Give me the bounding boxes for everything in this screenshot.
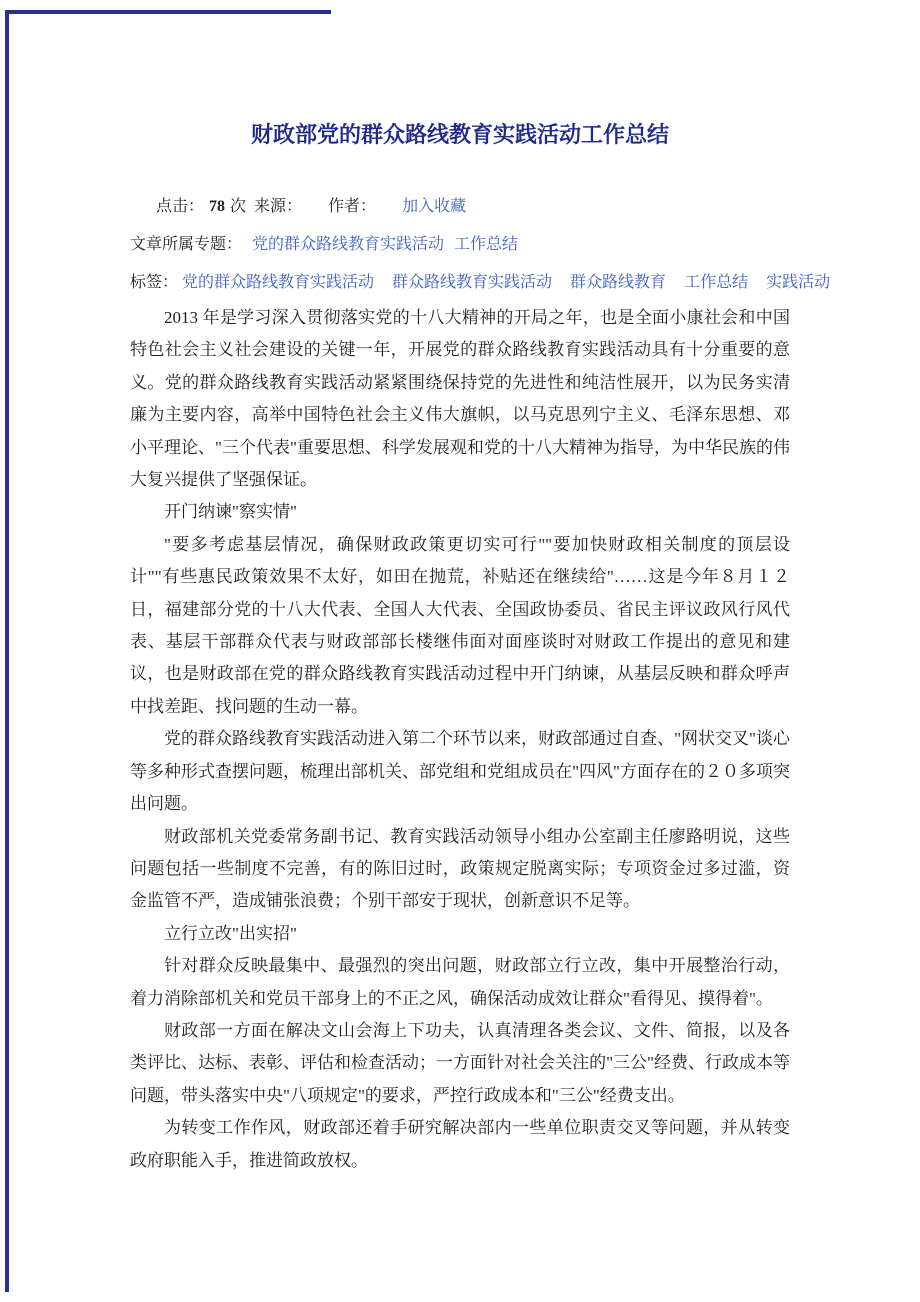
add-favorite-link[interactable]: 加入收藏 <box>402 198 467 215</box>
paragraph: 立行立改"出实招" <box>164 923 297 943</box>
meta-stats-line <box>130 188 790 226</box>
source-label: 来源： <box>254 198 303 215</box>
page-content <box>0 118 920 1177</box>
clicks-unit: 次 <box>230 198 247 215</box>
paragraph: "要多考虑基层情况，确保财政政策更切实可行""要加快财政相关制度的顶层设计""有些惠民政策效果不太好，如田在抛荒，补贴还在继续给"……这是今年８月１２日，福建部分党的十八大代表、全国人大代表、全国政协委员、省民主评议政风行风代表、基层干部群众代表与财政部部长楼继伟面对面座谈时对财政工作提出的意见和建议，也是财政部在党的群众路线教育实践活动过程中开门纳谏，从基层反映和群众呼声中找差距、找问题的生动一幕。 <box>130 534 790 716</box>
paragraph: 为转变工作作风，财政部还着手研究解决部内一些单位职责交叉等问题，并从转变政府职能入手，推进简政放权。 <box>130 1118 790 1170</box>
tags-label: 标签： <box>130 274 179 291</box>
topic-label: 文章所属专题： <box>130 236 243 253</box>
tag-link[interactable]: 群众路线教育实践活动 <box>392 274 553 291</box>
tag-links <box>178 274 844 291</box>
paragraph: 财政部一方面在解决文山会海上下功夫，认真清理各类会议、文件、简报，以及各类评比、达标、表彰、评估和检查活动；一方面针对社会关注的"三公"经费、行政成本等问题，带头落实中央"八项规定"的要求，严控行政成本和"三公"经费支出。 <box>130 1020 790 1105</box>
author-label: 作者： <box>328 198 377 215</box>
meta-topic-line <box>130 226 790 264</box>
tag-link[interactable]: 群众路线教育 <box>570 274 667 291</box>
paragraph: 党的群众路线教育实践活动进入第二个环节以来，财政部通过自查、"网状交叉"谈心等多种形式查摆问题，梳理出部机关、部党组和党组成员在"四风"方面存在的２０多项突出问题。 <box>130 729 790 814</box>
topic-links <box>242 236 518 253</box>
clicks-label: 点击： <box>156 198 205 215</box>
meta-tags-line <box>130 264 831 302</box>
paragraph: 针对群众反映最集中、最强烈的突出问题，财政部立行立改，集中开展整治行动，着力消除部机关和党员干部身上的不正之风，确保活动成效让群众"看得见、摸得着"。 <box>130 956 790 1008</box>
page-title: 财政部党的群众路线教育实践活动工作总结 <box>250 122 669 147</box>
clicks-count: 78 <box>209 198 226 215</box>
topic-link[interactable]: 党的群众路线教育实践活动 <box>252 236 445 253</box>
paragraph: 开门纳谏"察实情" <box>164 502 297 522</box>
paragraph: 财政部机关党委常务副书记、教育实践活动领导小组办公室副主任廖路明说，这些问题包括一些制度不完善，有的陈旧过时，政策规定脱离实际；专项资金过多过滥，资金监管不严，造成铺张浪费；个别干部安于现状，创新意识不足等。 <box>130 826 790 911</box>
paragraph: 2013 年是学习深入贯彻落实党的十八大精神的开局之年，也是全面小康社会和中国特色社会主义社会建设的关键一年，开展党的群众路线教育实践活动具有十分重要的意义。党的群众路线教育实践活动紧紧围绕保持党的先进性和纯洁性展开，以为民务实清廉为主要内容，高举中国特色社会主义伟大旗帜，以马克思列宁主义、毛泽东思想、邓小平理论、"三个代表"重要思想、科学发展观和党的十八大精神为指导，为中华民族的伟大复兴提供了坚强保证。 <box>130 308 790 490</box>
top-border-line <box>5 10 331 14</box>
tag-link[interactable]: 党的群众路线教育实践活动 <box>182 274 375 291</box>
article-body <box>130 302 790 1177</box>
tag-link[interactable]: 工作总结 <box>684 274 749 291</box>
meta-section <box>130 188 831 302</box>
tag-link[interactable]: 实践活动 <box>766 274 831 291</box>
topic-link[interactable]: 工作总结 <box>454 236 519 253</box>
left-border-line <box>5 10 9 1292</box>
